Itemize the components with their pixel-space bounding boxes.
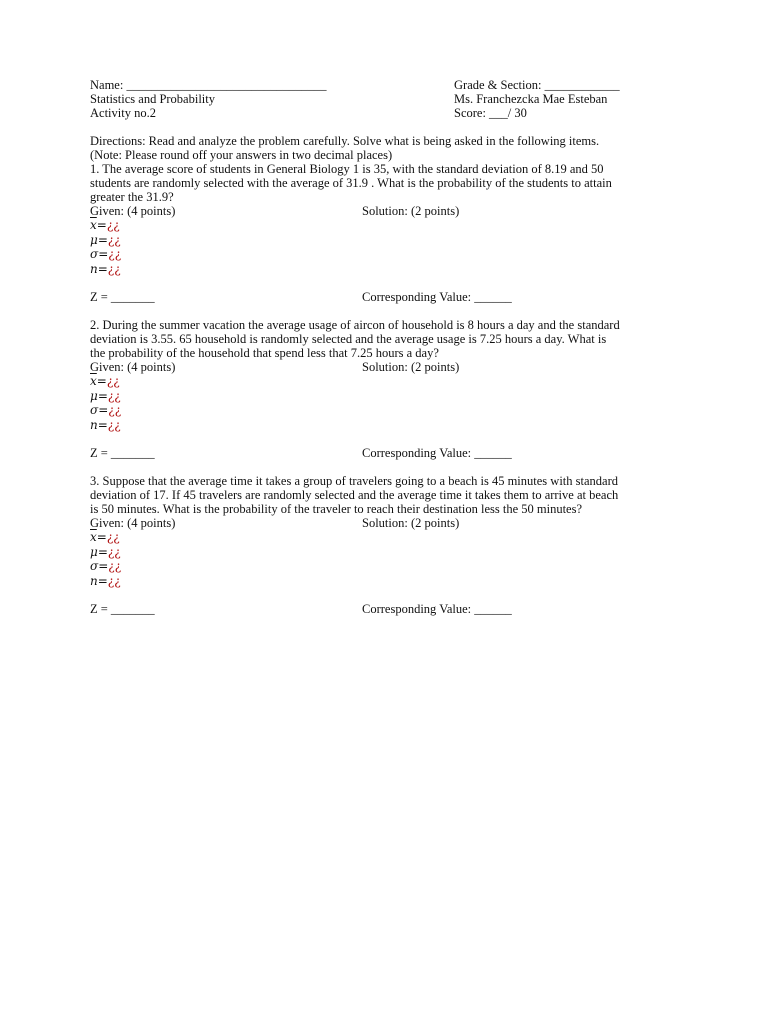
answer-placeholder: ¿¿ bbox=[106, 530, 120, 544]
answer-placeholder: ¿¿ bbox=[106, 218, 120, 232]
sigma-symbol: σ bbox=[90, 247, 99, 261]
problem-2-z-label: Z = _______ bbox=[90, 446, 155, 460]
problem-1-given-n bbox=[90, 262, 121, 277]
mu-symbol: μ bbox=[90, 388, 98, 403]
equals-sign: = bbox=[97, 417, 108, 432]
sigma-symbol: σ bbox=[90, 559, 99, 573]
teacher-name: Ms. Franchezcka Mae Esteban bbox=[454, 92, 608, 106]
problem-1-corresponding-label: Corresponding Value: ______ bbox=[362, 290, 512, 304]
equals-sign: = bbox=[96, 218, 107, 232]
n-symbol: n bbox=[90, 417, 98, 432]
xbar-symbol: $\overline{x}$ bbox=[90, 530, 97, 544]
answer-placeholder: ¿¿ bbox=[108, 403, 122, 417]
xbar-symbol: $\overline{x}$ bbox=[90, 374, 97, 388]
answer-placeholder: ¿¿ bbox=[107, 544, 121, 559]
mu-symbol: μ bbox=[90, 232, 98, 247]
n-symbol: n bbox=[90, 573, 98, 588]
answer-placeholder: ¿¿ bbox=[107, 417, 121, 432]
problem-3-solution-label: Solution: (2 points) bbox=[362, 516, 460, 530]
problem-2-corresponding-label: Corresponding Value: ______ bbox=[362, 446, 512, 460]
problem-2-text: 2. During the summer vacation the average usage of aircon of household is 8 hours a day and the standard deviation is 3.55. 65 household is randomly selected and the average usage is 7.25 hours a day. What is the probability of the household that spend less that 7.25 hours a day? bbox=[90, 318, 620, 360]
problem-3-given-sigma bbox=[90, 559, 121, 574]
problem-2-given-mu bbox=[90, 389, 121, 404]
directions-text: Directions: Read and analyze the problem carefully. Solve what is being asked in the following items. bbox=[90, 134, 600, 148]
answer-placeholder: ¿¿ bbox=[107, 388, 121, 403]
rounding-note: (Note: Please round off your answers in two decimal places) bbox=[90, 148, 393, 162]
n-symbol: n bbox=[90, 261, 98, 276]
problem-2-solution-label: Solution: (2 points) bbox=[362, 360, 460, 374]
equals-sign: = bbox=[97, 544, 108, 559]
problem-3-text: 3. Suppose that the average time it takes a group of travelers going to a beach is 45 minutes with standard deviation of 17. If 45 travelers are randomly selected and the average time it takes them to arrive at beach is 50 minutes. What is the probability of the traveler to reach their destination less the 50 minutes? bbox=[90, 474, 619, 516]
problem-2-given-xbar bbox=[90, 374, 120, 389]
equals-sign: = bbox=[98, 403, 109, 417]
problem-3-z-label: Z = _______ bbox=[90, 602, 155, 616]
equals-sign: = bbox=[97, 261, 108, 276]
problem-3-given-label: Given: (4 points) bbox=[90, 516, 176, 530]
equals-sign: = bbox=[96, 530, 107, 544]
name-field-label: Name: ________________________________ bbox=[90, 78, 327, 92]
problem-1-given-label: Given: (4 points) bbox=[90, 204, 176, 218]
problem-1-given-xbar bbox=[90, 218, 120, 233]
answer-placeholder: ¿¿ bbox=[107, 232, 121, 247]
score-label: Score: ___/ 30 bbox=[454, 106, 527, 120]
equals-sign: = bbox=[96, 374, 107, 388]
problem-1-z-label: Z = _______ bbox=[90, 290, 155, 304]
problem-3-corresponding-label: Corresponding Value: ______ bbox=[362, 602, 512, 616]
answer-placeholder: ¿¿ bbox=[107, 261, 121, 276]
problem-3-given-mu bbox=[90, 545, 121, 560]
equals-sign: = bbox=[97, 232, 108, 247]
problem-3-given-n bbox=[90, 574, 121, 589]
problem-1-solution-label: Solution: (2 points) bbox=[362, 204, 460, 218]
answer-placeholder: ¿¿ bbox=[106, 374, 120, 388]
equals-sign: = bbox=[97, 388, 108, 403]
equals-sign: = bbox=[97, 573, 108, 588]
problem-2-given-sigma bbox=[90, 403, 121, 418]
activity-label: Activity no.2 bbox=[90, 106, 156, 120]
problem-1-text: 1. The average score of students in General Biology 1 is 35, with the standard deviation of 8.19 and 50 students are randomly selected with the average of 31.9 . What is the probability of the students to attain greater the 31.9? bbox=[90, 162, 612, 204]
xbar-symbol: $\overline{x}$ bbox=[90, 218, 97, 232]
answer-placeholder: ¿¿ bbox=[108, 247, 122, 261]
problem-2-given-label: Given: (4 points) bbox=[90, 360, 176, 374]
equals-sign: = bbox=[98, 247, 109, 261]
problem-1-given-sigma bbox=[90, 247, 121, 262]
grade-section-label: Grade & Section: ____________ bbox=[454, 78, 620, 92]
problem-2-given-n bbox=[90, 418, 121, 433]
answer-placeholder: ¿¿ bbox=[107, 573, 121, 588]
mu-symbol: μ bbox=[90, 544, 98, 559]
problem-1-given-mu bbox=[90, 233, 121, 248]
subject-label: Statistics and Probability bbox=[90, 92, 215, 106]
problem-3-given-xbar bbox=[90, 530, 120, 545]
sigma-symbol: σ bbox=[90, 403, 99, 417]
equals-sign: = bbox=[98, 559, 109, 573]
answer-placeholder: ¿¿ bbox=[108, 559, 122, 573]
